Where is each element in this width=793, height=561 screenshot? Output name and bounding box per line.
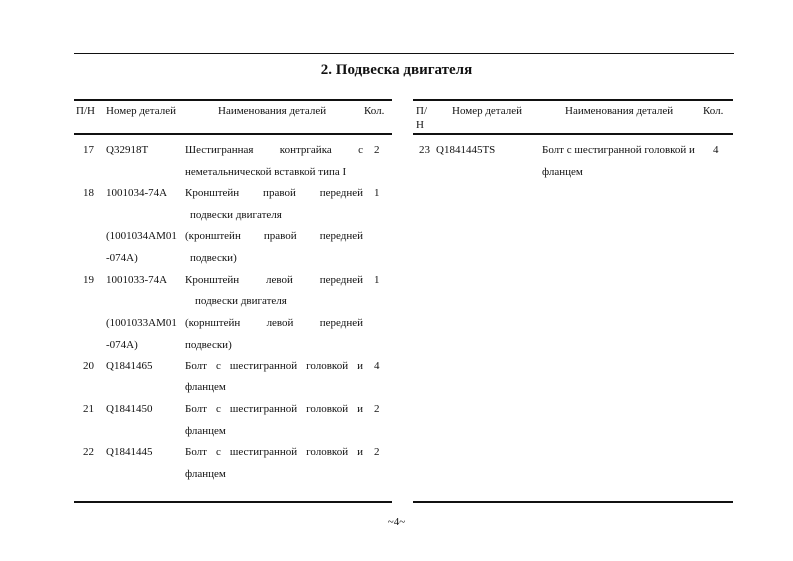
part-number: 1001034-74A [106,187,168,199]
row-number: 23 [419,144,430,156]
part-name-line: (кронштейн правой передней [185,230,363,242]
part-number-alt: (1001034AM01 [106,230,177,242]
part-number: Q1841445 [106,446,153,458]
part-name-line: подвески двигателя [190,209,282,221]
part-number: Q32918T [106,144,149,156]
part-number: Q1841450 [106,403,153,415]
part-name-line: фланцем [185,381,226,393]
part-name-line: подвески) [185,339,232,351]
left-table-bottom-rule [74,501,392,503]
part-name-line: Кронштейн правой передней [185,187,363,199]
part-name-line: подвески) [190,252,237,264]
row-number: 17 [83,144,94,156]
row-number: 22 [83,446,94,458]
right-table-bottom-rule [413,501,733,503]
header-part-name: Наименования деталей [565,105,674,117]
row-number: 19 [83,274,94,286]
section-title: 2. Подвеска двигателя [320,62,473,78]
quantity: 2 [374,446,380,458]
part-number: Q1841465 [106,360,153,372]
header-no-line2: Н [416,119,424,131]
quantity: 4 [713,144,719,156]
row-number: 21 [83,403,94,415]
header-part-no: Номер деталей [452,105,522,117]
right-table-top-rule [413,99,733,101]
part-number-alt: (1001033AM01 [106,317,177,329]
part-name-line: Болт с шестигранной головкой и [185,360,363,372]
header-part-no: Номер деталей [106,105,176,117]
quantity: 2 [374,403,380,415]
part-name-line: (корнштейн левой передней [185,317,363,329]
part-name-line: фланцем [185,425,226,437]
part-number: 1001033-74A [106,274,168,286]
part-number-alt: -074A) [106,252,138,264]
part-name-line: Болт с шестигранной головкой и [185,403,363,415]
quantity: 1 [374,187,380,199]
part-name-line: Болт с шестигранной головкой и [185,446,363,458]
row-number: 18 [83,187,94,199]
quantity: 1 [374,274,380,286]
top-rule [74,53,734,54]
part-name-line: Болт с шестигранной головкой и [542,144,695,156]
part-name-line: Кронштейн левой передней [185,274,363,286]
quantity: 2 [374,144,380,156]
part-name-line: неметальнической вставкой типа I [185,166,347,178]
part-number-alt: -074A) [106,339,138,351]
part-number: Q1841445TS [436,144,496,156]
left-header-rule [74,133,392,135]
header-no: П/Н [76,105,95,117]
part-name-line: подвески двигателя [195,295,287,307]
header-qty: Кол. [703,105,724,117]
header-qty: Кол. [364,105,385,117]
quantity: 4 [374,360,380,372]
part-name-line: фланцем [185,468,226,480]
page-number: ~4~ [387,516,406,528]
part-name-line: Шестигранная контргайка с [185,144,363,156]
header-part-name: Наименования деталей [218,105,327,117]
part-name-line: фланцем [542,166,583,178]
right-header-rule [413,133,733,135]
left-table-top-rule [74,99,392,101]
row-number: 20 [83,360,94,372]
header-no-line1: П/ [416,105,427,117]
